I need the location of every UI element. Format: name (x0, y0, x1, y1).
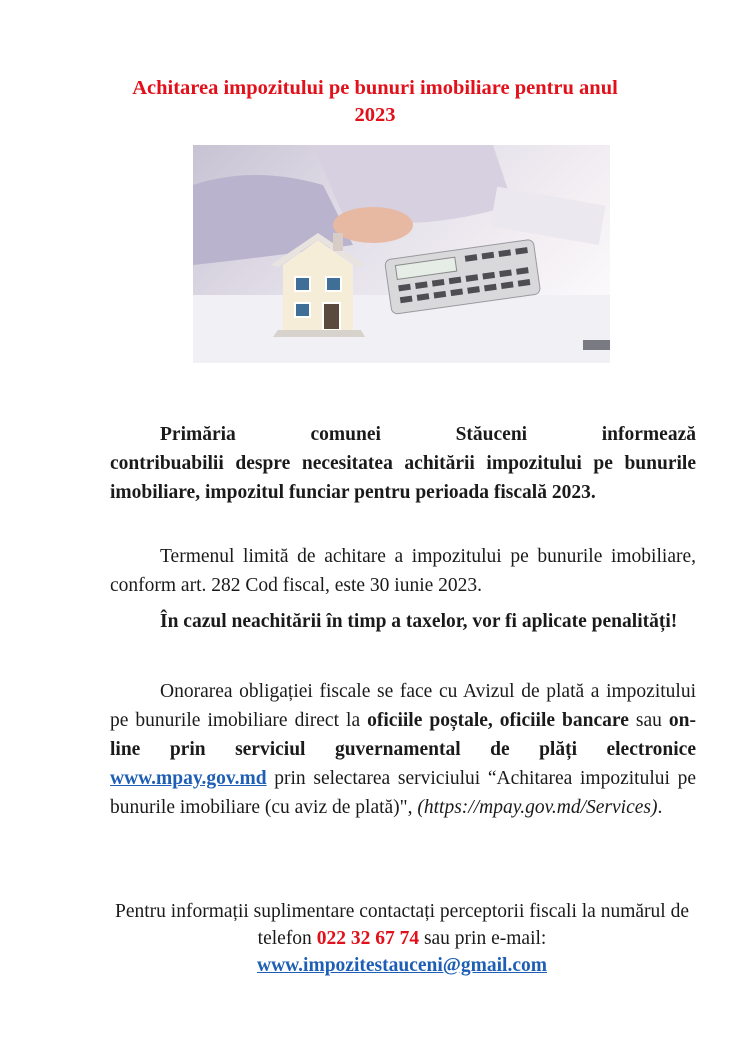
phone-number[interactable]: 022 32 67 74 (316, 928, 420, 949)
payment-online-service: on-line prin serviciul guvernamental de plăți electronice (110, 710, 696, 760)
intro-word-2: comunei (310, 424, 381, 445)
payment-text-2: sau (628, 710, 669, 731)
intro-word-1: Primăria (160, 424, 236, 445)
payment-text-5: . (657, 797, 663, 818)
intro-word-3: Stăuceni (455, 424, 528, 445)
mpay-services-url[interactable]: (https://mpay.gov.md/Services) (417, 797, 658, 818)
contact-text-2: sau prin e-mail: (419, 928, 547, 949)
intro-rest: contribuabilii despre necesitatea achitării impozitului pe bunurile imobiliare, impozitul funciar pentru perioada fiscală 2023. (110, 453, 696, 503)
payment-paragraph (110, 677, 696, 822)
intro-paragraph (110, 420, 696, 507)
house-calculator-photo (193, 145, 610, 363)
email-link[interactable]: www.impozitestauceni@gmail.com (256, 955, 547, 976)
payment-text-4: prin selectarea serviciului “Achitarea impozitului pe bunurile imobiliare (cu aviz de plată)", (110, 768, 696, 818)
title-line-1: Achitarea impozitului pe bunuri imobiliare pentru anul (132, 77, 618, 99)
intro-first-line (110, 420, 696, 449)
payment-offices: oficiile poștale, oficiile bancare (367, 710, 629, 731)
mpay-link[interactable]: www.mpay.gov.md (110, 768, 267, 789)
intro-word-4: informează (601, 424, 696, 445)
title-line-2: 2023 (354, 104, 396, 126)
penalty-warning: În cazul neachitării în timp a taxelor, vor fi aplicate penalități! (160, 611, 678, 632)
document-title (80, 75, 670, 129)
contact-paragraph (100, 898, 704, 979)
payment-text-1: Onorarea obligației fiscale se face cu Avizul de plată a impozitului pe bunurile imobiliare direct la (110, 681, 696, 731)
deadline-paragraph: Termenul limită de achitare a impozitului pe bunurile imobiliare, conform art. 282 Cod fiscal, este 30 iunie 2023. (110, 546, 696, 596)
contact-text-1: Pentru informații suplimentare contactați perceptorii fiscali la numărul de telefon (115, 901, 689, 949)
